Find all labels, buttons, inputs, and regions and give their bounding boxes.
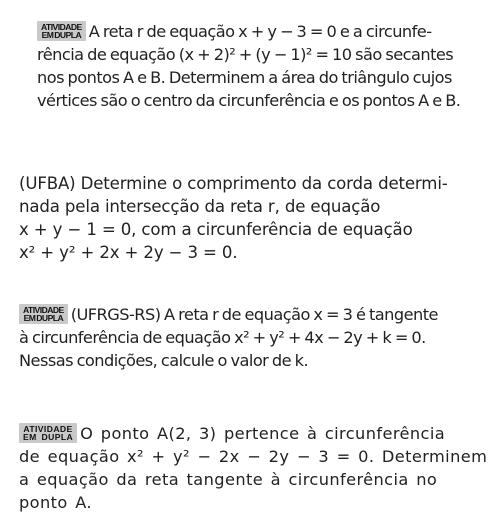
exercise-3 — [19, 303, 504, 372]
exercise-1-line-4: vértices são o centro da circunferência e os pontos A e B. — [37, 91, 461, 110]
exercise-1-line-2: rência de equação (x + 2)² + (y − 1)² = 10 são secantes — [37, 45, 454, 64]
exercise-4 — [19, 422, 504, 514]
exercise-2-line-1: (UFBA) Determine o comprimento da corda determi- — [19, 174, 448, 193]
exercise-2-line-3: x + y − 1 = 0, com a circunferência de equação — [19, 220, 413, 239]
exercise-3-line-1: ATIVIDADE EM DUPLA (UFRGS-RS) A reta r de equação x = 3 é tangente — [19, 303, 504, 326]
exercise-4-line-4: ponto A. — [19, 493, 92, 512]
exercise-4-line-3: a equação da reta tangente à circunferência no — [19, 470, 438, 489]
atividade-em-dupla-badge: ATIVIDADE EM DUPLA — [19, 304, 68, 325]
exercise-3-line-2: à circunferência de equação x² + y² + 4x − 2y + k = 0. — [19, 328, 426, 347]
exercise-4-line-2: de equação x² + y² − 2x − 2y − 3 = 0. Determinem — [19, 447, 488, 466]
exercise-3-line-3: Nessas condições, calcule o valor de k. — [19, 351, 309, 370]
exercise-1-line-3: nos pontos A e B. Determinem a área do triângulo cujos — [37, 68, 452, 87]
exercise-4-line-1: ATIVIDADE EM DUPLA O ponto A(2, 3) pertence à circunferência — [19, 422, 504, 445]
atividade-em-dupla-badge: ATIVIDADE EM DUPLA — [37, 21, 86, 42]
exercise-2-line-4: x² + y² + 2x + 2y − 3 = 0. — [19, 243, 238, 262]
exercise-2-line-2: nada pela intersecção da reta r, de equação — [19, 197, 381, 216]
exercise-1-line-1: ATIVIDADE EM DUPLA A reta r de equação x + y − 3 = 0 e a circunfe- — [37, 20, 504, 43]
atividade-em-dupla-badge: ATIVIDADE EM DUPLA — [19, 423, 77, 444]
exercise-2 — [19, 172, 504, 264]
exercise-1 — [37, 20, 504, 112]
